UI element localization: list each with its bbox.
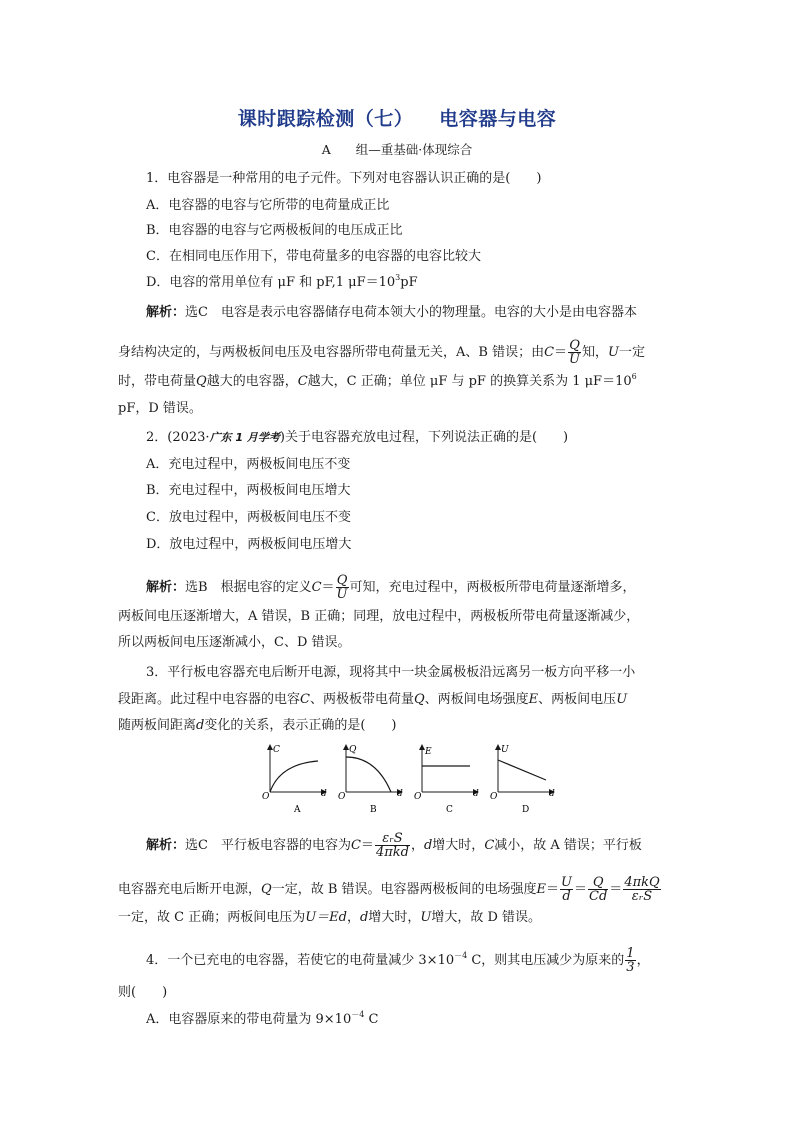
graph-c xyxy=(414,745,479,815)
graph-b xyxy=(338,745,403,815)
graph-b-origin: O xyxy=(338,792,346,802)
q3-solution-line2: 电容器充电后断开电源，Q一定，故 B 错误。电容器两极板间的电场强度E＝ $\frac{U}{d}$ ＝ $\frac{Q}{Cd}$ ＝ $\frac{\text{4πkQ}}{\text{εᵣS}}$ xyxy=(118,875,660,904)
q1-solution-line3: 时，带电荷量Q越大的电容器，C越大，C 正确；单位 μF 与 pF 的换算关系为 1 $\mu F=10^6$ xyxy=(118,372,637,389)
q3-stem-line3: 随两板间距离d变化的关系，表示正确的是( ) xyxy=(118,718,397,733)
q2-solution-line2: 两板间电压逐渐增大，A 错误，B 正确；同理，放电过程中，两极板所带电荷量逐渐减少， xyxy=(118,609,640,624)
q2-option-d: D．放电过程中，两极板间电压增大 xyxy=(146,537,352,552)
graph-a xyxy=(262,745,327,815)
q3-solution-line3: 一定，故 C 正确；两板间电压为U＝Ed，d增大时，U增大，故 D 错误。 xyxy=(118,910,542,925)
solution-label: 解析： xyxy=(146,838,186,853)
q2-solution-line1: 解析：选B 根据电容的定义C＝ $\frac{Q}{U}$ 可知，充电过程中，两极板所带电荷量逐渐增多， xyxy=(146,573,636,602)
title-topic: 电容器与电容 xyxy=(439,108,557,130)
solution-label: 解析： xyxy=(146,305,186,320)
q2-option-c: C．放电过程中，两极板间电压不变 xyxy=(146,510,351,525)
graph-d-ylabel: U xyxy=(501,745,509,755)
graph-d-xlabel: d xyxy=(549,789,555,799)
graph-d xyxy=(490,745,555,815)
graph-c-origin: O xyxy=(414,792,422,802)
graph-b-option: B xyxy=(370,805,377,815)
q1-stem: 1．电容器是一种常用的电子元件。下列对电容器认识正确的是( ) xyxy=(146,171,542,186)
graph-c-option: C xyxy=(446,805,453,815)
q1-solution-line4: pF，D 错误。 xyxy=(118,401,202,416)
q3-stem-line1: 3．平行板电容器充电后断开电源，现将其中一块金属极板沿远离另一板方向平移一小 xyxy=(146,665,636,680)
graph-b-xlabel: d xyxy=(397,789,403,799)
q3-graphs xyxy=(260,742,560,822)
fraction: $\frac{Q}{U}$ xyxy=(336,573,348,602)
graph-c-xlabel: d xyxy=(473,789,479,799)
fraction: $\frac{U}{d}$ xyxy=(561,875,572,904)
title-main: 课时跟踪检测（七） xyxy=(237,108,414,130)
fraction: $\frac{\text{εᵣS}}{\text{4πkd}}$ xyxy=(375,831,409,860)
graph-a-option: A xyxy=(294,805,301,815)
graph-a-ylabel: C xyxy=(273,745,280,755)
graph-a-curve xyxy=(270,761,318,792)
q4-option-a: A．电容器原来的带电荷量为 $9\times 10^{-4}$ C xyxy=(146,1010,379,1027)
q1-option-d: D．电容的常用单位有 μF 和 pF,1 $\mu F=10^3pF$ xyxy=(146,273,418,290)
q4-stem-line2: 则( ) xyxy=(118,985,168,1000)
q1-option-b: B．电容器的电容与它两极板间的电压成正比 xyxy=(146,223,403,238)
q3-stem-line2: 段距离。此过程中电容器的电容C、两极板带电荷量Q、两板间电场强度E、两板间电压U xyxy=(118,692,628,707)
graph-d-line xyxy=(498,760,546,780)
q1-option-a: A．电容器的电容与它所带的电荷量成正比 xyxy=(146,198,390,213)
graph-d-origin: O xyxy=(490,792,498,802)
graph-c-ylabel: E xyxy=(425,747,432,757)
q1-solution-line1: 解析：选C 电容是表示电容器储存电荷本领大小的物理量。电容的大小是由电容器本 xyxy=(146,305,637,320)
q2-option-b: B．充电过程中，两极板间电压增大 xyxy=(146,483,351,498)
q2-solution-line3: 所以两板间电压逐渐减小，C、D 错误。 xyxy=(118,635,351,650)
fraction: $\frac{\text{4πkQ}}{\text{εᵣS}}$ xyxy=(624,875,660,904)
q1-solution-line2: 身结构决定的，与两极板间电压及电容器所带电荷量无关，A、B 错误；由C＝ $\frac{Q}{U}$ 知，U一定 xyxy=(118,338,646,367)
fraction: $\frac{Q}{Cd}$ xyxy=(589,875,608,904)
handwritten-source: 广东 1 月学考 xyxy=(209,431,280,444)
q4-stem-line1: 4．一个已充电的电容器，若使它的电荷量减少 $3\times 10^{-4}$ C，则其电压减少为原来的 $\frac{1}{3}$ ， xyxy=(146,946,650,975)
solution-label: 解析： xyxy=(146,580,186,595)
graph-b-curve xyxy=(346,757,391,792)
fraction: $\frac{Q}{U}$ xyxy=(569,338,581,367)
graph-a-xlabel: d xyxy=(321,789,327,799)
group-heading: A 组—重基础·体现综合 xyxy=(321,142,473,157)
q1-option-c: C．在相同电压作用下，带电荷量多的电容器的电容比较大 xyxy=(146,249,481,264)
q3-solution-line1: 解析：选C 平行板电容器的电容为C＝ $\frac{\text{εᵣS}}{\text{4πkd}}$ ，d增大时，C减小，故 A 错误；平行板 xyxy=(146,831,642,860)
q2-option-a: A．充电过程中，两极板间电压不变 xyxy=(146,457,351,472)
fraction: $\frac{1}{3}$ xyxy=(626,946,635,975)
page-title xyxy=(0,104,794,131)
q2-stem: 2．(2023·广东 1 月学考)关于电容器充放电过程，下列说法正确的是( ) xyxy=(146,430,569,445)
graph-a-origin: O xyxy=(262,792,270,802)
graph-d-option: D xyxy=(522,805,530,815)
graph-b-ylabel: Q xyxy=(349,745,357,755)
